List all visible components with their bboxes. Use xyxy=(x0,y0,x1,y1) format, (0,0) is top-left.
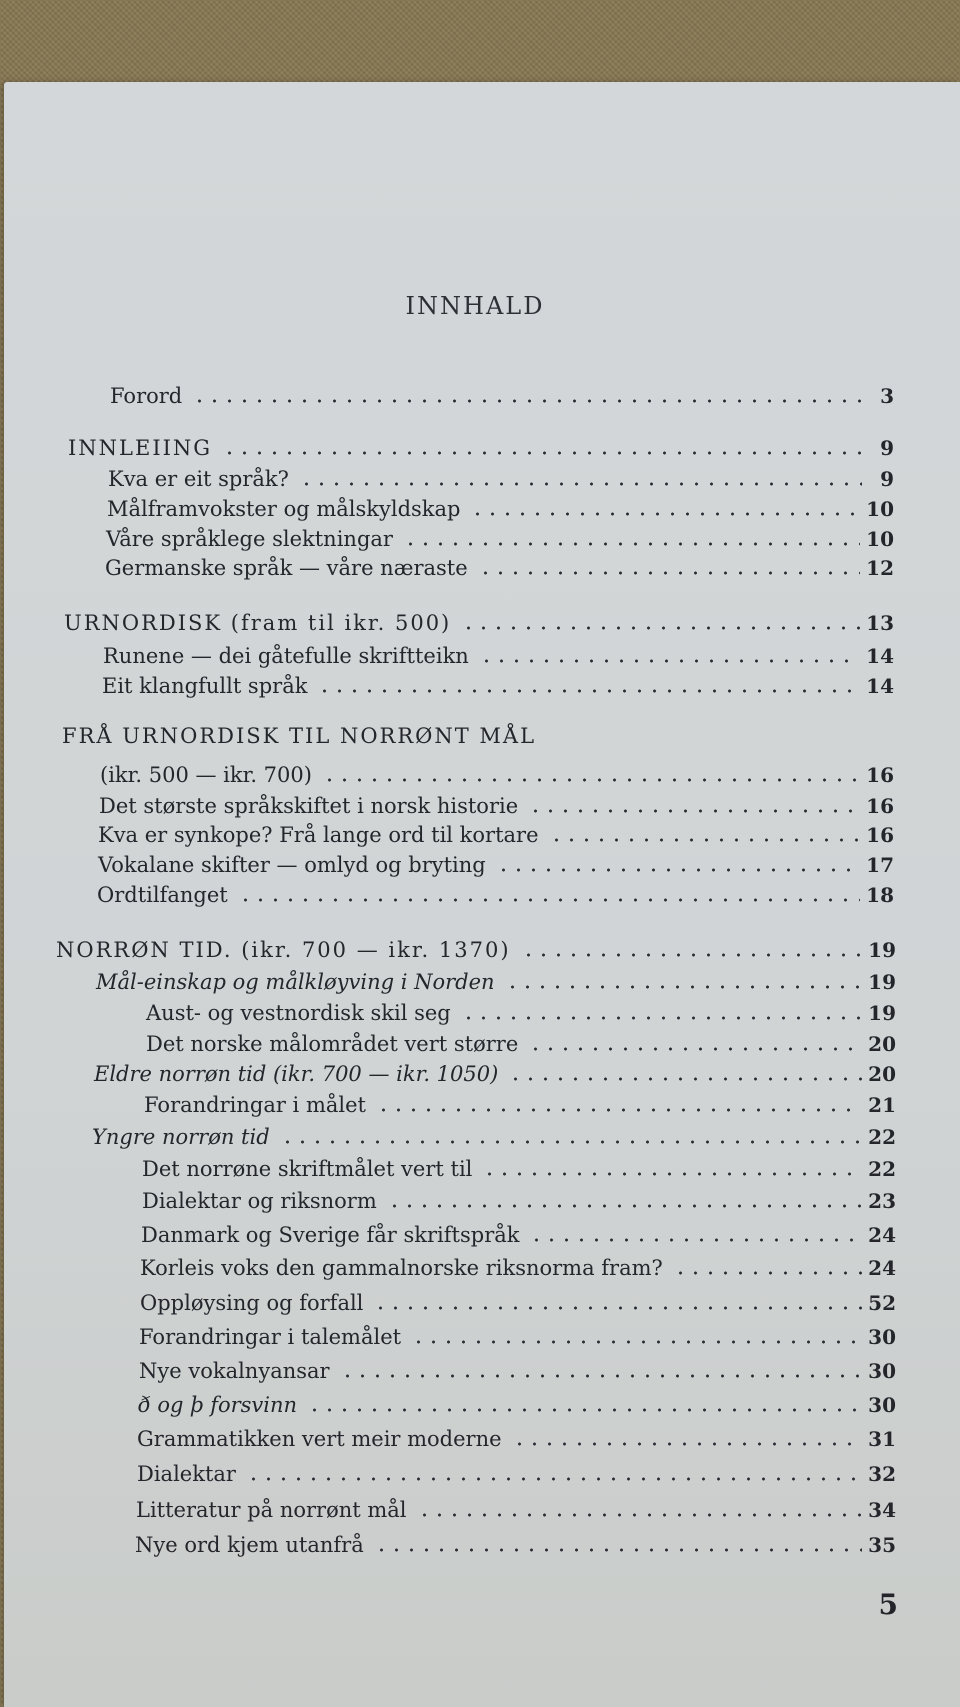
dot-leader xyxy=(521,953,863,957)
toc-entry-page: 10 xyxy=(866,497,894,521)
dot-leader xyxy=(549,838,861,842)
toc-entry-page: 14 xyxy=(866,674,894,698)
toc-entry xyxy=(137,1462,896,1486)
dot-leader xyxy=(238,898,860,902)
dot-leader xyxy=(322,778,860,782)
toc-entry-page: 16 xyxy=(866,763,894,787)
toc-entry-label: INNLEIING xyxy=(68,436,213,460)
toc-entry-label: Vokalane skifter — omlyd og bryting xyxy=(98,853,486,877)
toc-entry xyxy=(94,1062,896,1086)
toc-entry xyxy=(102,674,894,698)
toc-entry-label: Det norrøne skriftmålet vert til xyxy=(142,1157,473,1181)
dot-leader xyxy=(673,1271,862,1275)
toc-entry xyxy=(100,763,894,787)
dot-leader xyxy=(461,1016,862,1020)
toc-entry-page: 17 xyxy=(866,853,894,877)
toc-entry xyxy=(56,938,896,962)
toc-entry-page: 22 xyxy=(868,1125,896,1149)
dot-leader xyxy=(528,809,860,813)
toc-entry xyxy=(137,1427,896,1451)
dot-leader xyxy=(505,985,863,989)
toc-entry-label: URNORDISK (fram til ikr. 500) xyxy=(64,611,452,635)
toc-entry-label: Kva er eit språk? xyxy=(108,467,289,491)
toc-entry-page: 52 xyxy=(868,1291,896,1315)
toc-entry xyxy=(96,970,896,994)
toc-entry-page: 19 xyxy=(868,938,896,962)
toc-entry-label: Det norske målområdet vert større xyxy=(146,1032,519,1056)
toc-entry-page: 31 xyxy=(868,1427,896,1451)
toc-entry-label: Runene — dei gåtefulle skriftteikn xyxy=(103,644,469,668)
dot-leader xyxy=(192,399,862,403)
toc-entry xyxy=(107,497,894,521)
dot-leader xyxy=(403,542,860,546)
toc-entry xyxy=(142,1189,896,1213)
toc-entry xyxy=(68,436,894,460)
toc-entry-page: 13 xyxy=(866,611,894,635)
toc-entry-label: Målframvokster og målskyldskap xyxy=(107,497,461,521)
toc-entry xyxy=(146,1001,896,1025)
dot-leader xyxy=(317,689,860,693)
toc-entry-label: Forord xyxy=(110,384,183,408)
dot-leader xyxy=(461,626,860,630)
toc-entry-page: 22 xyxy=(868,1157,896,1181)
toc-entry-label: Dialektar xyxy=(137,1462,236,1486)
dot-leader xyxy=(222,451,862,455)
dot-leader xyxy=(299,482,862,486)
toc-entry-page: 23 xyxy=(868,1189,896,1213)
toc-entry-label: Korleis voks den gammalnorske riksnorma fram? xyxy=(140,1256,663,1280)
toc-entry-page: 24 xyxy=(868,1223,896,1247)
toc-entry-label: Våre språklege slektningar xyxy=(106,527,393,551)
toc-entry-label: NORRØN TID. (ikr. 700 — ikr. 1370) xyxy=(56,938,511,962)
toc-entry-page: 30 xyxy=(868,1325,896,1349)
dot-leader xyxy=(246,1477,862,1481)
toc-entry-page: 10 xyxy=(866,527,894,551)
toc-entry xyxy=(144,1093,896,1117)
toc-entry-page: 19 xyxy=(868,1001,896,1025)
toc-entry xyxy=(139,1359,896,1383)
toc-entry-page: 24 xyxy=(868,1256,896,1280)
toc-entry-page: 18 xyxy=(866,883,894,907)
toc-heading xyxy=(62,724,536,748)
toc-entry-label: Nye vokalnyansar xyxy=(139,1359,330,1383)
toc-entry xyxy=(64,611,894,635)
dot-leader xyxy=(528,1047,862,1051)
toc-entry-page: 19 xyxy=(868,970,896,994)
toc-entry-page: 3 xyxy=(880,384,894,408)
toc-entry xyxy=(140,1291,896,1315)
dot-leader xyxy=(508,1077,862,1081)
toc-entry xyxy=(146,1032,896,1056)
toc-entry-page: 32 xyxy=(868,1462,896,1486)
toc-entry xyxy=(142,1157,896,1181)
toc-entry xyxy=(105,556,894,580)
dot-leader xyxy=(376,1108,862,1112)
toc-entry xyxy=(103,644,894,668)
toc-entry-page: 35 xyxy=(868,1533,896,1557)
dot-leader xyxy=(280,1140,862,1144)
toc-entry-label: Forandringar i talemålet xyxy=(139,1325,402,1349)
toc-entry-page: 16 xyxy=(866,794,894,818)
toc-entry-label: Oppløysing og forfall xyxy=(140,1291,364,1315)
toc-entry xyxy=(139,1325,896,1349)
dot-leader xyxy=(373,1306,862,1310)
toc-entry-page: 12 xyxy=(866,556,894,580)
dot-leader xyxy=(496,868,860,872)
toc-entry-page: 20 xyxy=(868,1062,896,1086)
toc-entry-page: 20 xyxy=(868,1032,896,1056)
toc-entry xyxy=(97,883,894,907)
toc-entry-label: ð og þ forsvinn xyxy=(138,1393,298,1417)
dot-leader xyxy=(470,512,860,516)
toc-entry-page: 21 xyxy=(868,1093,896,1117)
dot-leader xyxy=(512,1442,863,1446)
toc-entry xyxy=(98,853,894,877)
dot-leader xyxy=(482,1172,862,1176)
toc-entry xyxy=(92,1125,896,1149)
toc-entry-page: 34 xyxy=(868,1498,896,1522)
toc-entry xyxy=(99,794,894,818)
toc-heading-label: FRÅ URNORDISK TIL NORRØNT MÅL xyxy=(62,724,537,748)
toc-entry xyxy=(138,1393,896,1417)
dot-leader xyxy=(374,1548,862,1552)
toc-entry-label: (ikr. 500 — ikr. 700) xyxy=(100,763,312,787)
toc-entry-page: 9 xyxy=(880,467,894,491)
dot-leader xyxy=(307,1408,862,1412)
toc-entry-label: Det største språkskiftet i norsk historie xyxy=(99,794,519,818)
toc-entry-page: 14 xyxy=(866,644,894,668)
toc-entry xyxy=(136,1498,896,1522)
toc-entry-label: Aust- og vestnordisk skil seg xyxy=(146,1001,451,1025)
page-number: 5 xyxy=(878,1588,898,1621)
toc-entry-label: Nye ord kjem utanfrå xyxy=(135,1533,364,1557)
toc-entry-label: Forandringar i målet xyxy=(144,1093,366,1117)
dot-leader xyxy=(387,1204,862,1208)
toc-entry-label: Ordtilfanget xyxy=(97,883,228,907)
toc-entry xyxy=(98,823,894,847)
toc-entry-label: Germanske språk — våre næraste xyxy=(105,556,468,580)
toc-entry-page: 9 xyxy=(880,436,894,460)
page-title: INNHALD xyxy=(405,292,545,320)
toc-entry xyxy=(110,384,894,408)
toc-entry-label: Eldre norrøn tid (ikr. 700 — ikr. 1050) xyxy=(94,1062,499,1086)
toc-entry-label: Eit klangfullt språk xyxy=(102,674,308,698)
dot-leader xyxy=(417,1513,863,1517)
dot-leader xyxy=(478,571,861,575)
toc-entry xyxy=(141,1223,896,1247)
toc-entry xyxy=(140,1256,896,1280)
dot-leader xyxy=(479,659,860,663)
toc-entry xyxy=(135,1533,896,1557)
toc-entry-label: Kva er synkope? Frå lange ord til kortare xyxy=(98,823,539,847)
toc-entry-label: Litteratur på norrønt mål xyxy=(136,1498,407,1522)
toc-entry-label: Mål-einskap og målkløyving i Norden xyxy=(96,970,495,994)
toc-entry xyxy=(106,527,894,551)
toc-entry-page: 30 xyxy=(868,1393,896,1417)
toc-entry-label: Danmark og Sverige får skriftspråk xyxy=(141,1223,520,1247)
toc-entry xyxy=(108,467,894,491)
toc-entry-label: Dialektar og riksnorm xyxy=(142,1189,377,1213)
dot-leader xyxy=(529,1238,862,1242)
toc-entry-label: Yngre norrøn tid xyxy=(92,1125,270,1149)
dot-leader xyxy=(411,1340,862,1344)
toc-entry-page: 16 xyxy=(866,823,894,847)
toc-entry-label: Grammatikken vert meir moderne xyxy=(137,1427,502,1451)
dot-leader xyxy=(340,1374,863,1378)
toc-entry-page: 30 xyxy=(868,1359,896,1383)
